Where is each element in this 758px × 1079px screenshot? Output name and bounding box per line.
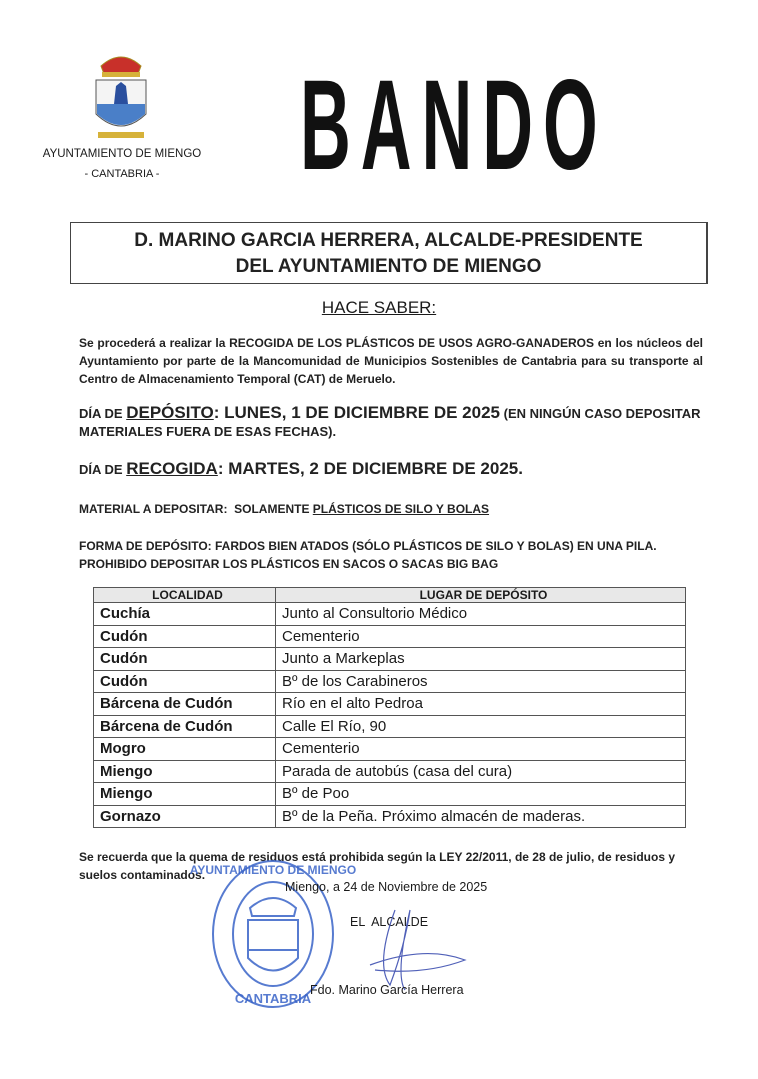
place-cell: Junto al Consultorio Médico — [276, 603, 686, 626]
table-row — [94, 648, 686, 671]
collection-date — [79, 460, 703, 479]
collection-key: RECOGIDA — [126, 459, 218, 478]
issuer-line2: DEL AYUNTAMIENTO DE MIENGO — [235, 256, 542, 277]
place-date: Miengo, a 24 de Noviembre de 2025 — [285, 880, 488, 894]
locality-cell: Cudón — [94, 670, 276, 693]
municipality-name: AYUNTAMIENTO DE MIENGO — [42, 148, 202, 160]
intro-paragraph: Se procederá a realizar la RECOGIDA DE LOS PLÁSTICOS DE USOS AGRO-GANADEROS en los núcleos del Ayuntamiento por parte de la Mancomunidad de Municipios Sostenibles de Cantabria para su transporte al Centro de Almacenamiento Temporal (CAT) de Meruelo. — [79, 336, 703, 386]
reminder-text: Se recuerda que la quema de residuos está prohibida según la LEY 22/2011, de 28 de julio, de residuos y suelos contaminados. — [79, 850, 675, 882]
deposit-form — [79, 537, 703, 573]
svg-text:CANTABRIA: CANTABRIA — [234, 991, 312, 1006]
place-cell: Cementerio — [276, 625, 686, 648]
deposit-date — [79, 404, 703, 441]
coat-of-arms-logo — [86, 52, 156, 144]
place-cell: Calle El Río, 90 — [276, 715, 686, 738]
locality-cell: Miengo — [94, 783, 276, 806]
handwritten-signature — [365, 905, 475, 995]
locality-cell: Gornazo — [94, 805, 276, 828]
announce-heading: HACE SABER: — [321, 298, 437, 317]
table-header — [94, 588, 686, 603]
header-place: LUGAR DE DEPÓSITO — [276, 588, 686, 603]
locality-cell: Bárcena de Cudón — [94, 693, 276, 716]
locality-cell: Bárcena de Cudón — [94, 715, 276, 738]
place-cell: Parada de autobús (casa del cura) — [276, 760, 686, 783]
form-line2: PROHIBIDO DEPOSITAR LOS PLÁSTICOS EN SACOS O SACAS BIG BAG — [79, 557, 499, 571]
collection-prefix: DÍA DE — [79, 462, 127, 477]
document-title: BANDO — [300, 54, 608, 197]
locality-cell: Mogro — [94, 738, 276, 761]
locality-cell: Cudón — [94, 648, 276, 671]
table-row — [94, 760, 686, 783]
form-line1: FORMA DE DEPÓSITO: FARDOS BIEN ATADOS (SÓLO PLÁSTICOS DE SILO Y BOLAS) EN UNA PILA. — [79, 539, 657, 553]
header-locality: LOCALIDAD — [94, 588, 276, 603]
issuer-line1: D. MARINO GARCIA HERRERA, ALCALDE-PRESIDENTE — [134, 230, 643, 251]
deposit-note: (EN NINGÚN CASO DEPOSITAR MATERIALES FUERA DE ESAS FECHAS). — [79, 406, 701, 439]
place-cell: Bº de la Peña. Próximo almacén de maderas. — [276, 805, 686, 828]
place-cell: Bº de Poo — [276, 783, 686, 806]
signer-name: Fdo. Marino García Herrera — [310, 983, 464, 997]
table-row — [94, 805, 686, 828]
table-row — [94, 693, 686, 716]
region-name: - CANTABRIA - — [84, 168, 160, 180]
svg-text:AYUNTAMIENTO DE MIENGO: AYUNTAMIENTO DE MIENGO — [189, 863, 357, 877]
deposit-date-value: : LUNES, 1 DE DICIEMBRE DE 2025 — [213, 403, 500, 422]
material-label: MATERIAL A DEPOSITAR: SOLAMENTE — [79, 502, 313, 516]
table-row — [94, 738, 686, 761]
locations-table — [93, 587, 686, 828]
table-row — [94, 715, 686, 738]
place-cell: Bº de los Carabineros — [276, 670, 686, 693]
deposit-prefix: DÍA DE — [79, 406, 127, 421]
issuer-box — [70, 222, 708, 284]
place-cell: Río en el alto Pedroa — [276, 693, 686, 716]
material-value: PLÁSTICOS DE SILO Y BOLAS — [312, 502, 490, 516]
locality-cell: Miengo — [94, 760, 276, 783]
table-row — [94, 783, 686, 806]
place-cell: Cementerio — [276, 738, 686, 761]
locality-cell: Cudón — [94, 625, 276, 648]
table-row — [94, 670, 686, 693]
place-cell: Junto a Markeplas — [276, 648, 686, 671]
locality-cell: Cuchía — [94, 603, 276, 626]
signer-role: EL ALCALDE — [350, 915, 429, 929]
table-row — [94, 603, 686, 626]
collection-date-value: : MARTES, 2 DE DICIEMBRE DE 2025. — [217, 459, 523, 478]
deposit-key: DEPÓSITO — [126, 403, 214, 422]
material-line — [79, 500, 703, 518]
table-row — [94, 625, 686, 648]
